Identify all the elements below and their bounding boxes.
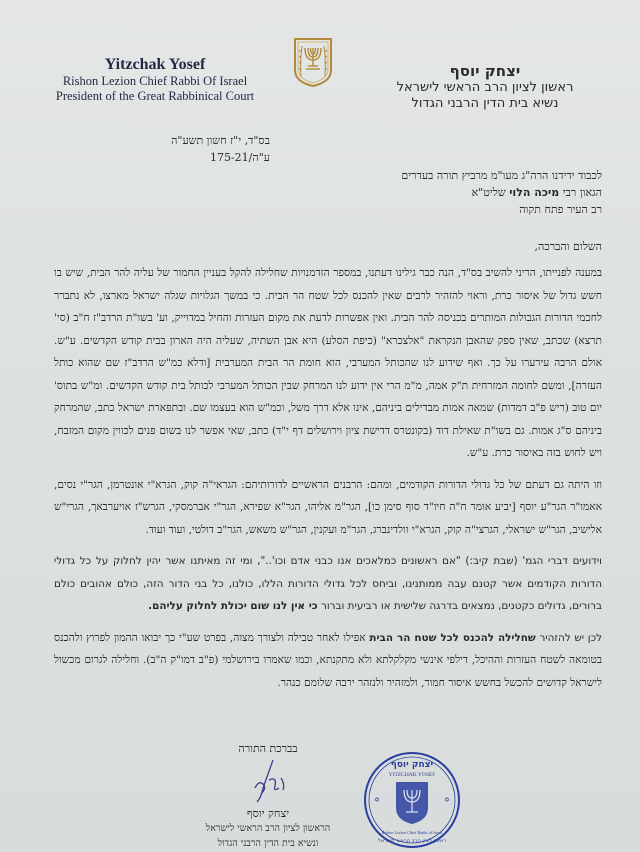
letterhead-hebrew-name: יצחק יוסף: [449, 62, 521, 80]
letterhead-hebrew: [360, 62, 610, 112]
greeting: השלום והברכה,: [534, 240, 602, 253]
handwritten-signature-icon: [233, 758, 303, 806]
letterhead-english: [40, 55, 270, 104]
stamp-star-left-icon: ✡: [374, 796, 380, 804]
signatory-title-2: ונשיא בית הדין הרבני הגדול: [217, 838, 319, 849]
stamp-star-right-icon: ✡: [444, 796, 450, 804]
stamp-english-title: Rishon Lezion Chief Rabbi of Israel: [381, 830, 443, 835]
menorah-emblem-icon: [292, 36, 334, 88]
letterhead-english-name: Yitzchak Yosef: [104, 56, 206, 73]
letter-body: [54, 262, 602, 703]
recipient-name: מיכה הלוי: [509, 186, 560, 199]
paragraph-4-text-b: אפילו לאחר טבילה ולצורך מצוה, בפרט שע"י כך יבואו ההמון לפרוץ ולהכנס בטומאה לשטח העזרות וההיכל, דילפי אינשי מקלקלתא ולא מתקנתא, וכמו שאמרו בירושלמי (פ"ב דמו"ק ה"ב). וחלילה לגרום מכשול לישראל קדושים להכשל בחשש איסור חמור, ולמזהיר ולנזהר ירבה שלומם כנהר.: [54, 631, 602, 689]
closing-blessing: בברכת התורה: [238, 742, 298, 755]
signatory-name: יצחק יוסף: [246, 807, 290, 820]
recipient-line-3: רב העיר פתח תקוה: [519, 203, 602, 216]
stamp-hebrew-name: יצחק יוסף: [390, 760, 434, 770]
stamp-hebrew-title: ראשון לציון הרב הראשי לישראל: [377, 838, 447, 844]
paragraph-1: במענה לפנייתו, הריני להשיב בס"ד, הנה כבר גילינו דעתנו, במספר הזדמנויות שחלילה להקל בעניין החמור של עליה להר הבית, שיש בו חשש גדול של איסור כרת, וראוי להזהיר לרבים שאין להכנס לכל שטח הר הבית. כי במשך הגלויות שגלה ישראל מארצו, לא נתברר לחכמי הדורות הגבולות המותרים בכניסה להר הבית. ואין אפשרות לדעת את מקום העזרות והחיל במדוייק, וע' בשו"ת הרדב"ז ח"ב (סי' תרצא) שכתב, שאין ספק שהאבן הנקראת "אלצכרא" (כיפת הסלע) היא אבן השתיה, שעליה היה הארון בבית קודש הקדשים. ע"ש. אולם הרבה עירערו על כך. ואף שידוע לנו שהכותל המערבי, הוא חומת הר הבית המערבית [ודלא כמ"ש הרדב"ז שם שהוא כותל העזרה], ומשם לחומה המזרחית ת"ק אמה, מ"מ הרי אין ידוע לנו המרחק שבין הכותל המערבי לכותל בית קודש הקדשים. ומ"ש בתוס' יום טוב (ריש פ"ב דמדות) שמאה אמות מבדילים ביניהם, אינו אלא דרך משל, וכמ"ש הוא בעצמו שם. ובתפארת ישראל כתב, שהמרחק ביניהם ס"ג אמות. גם בשו"ת שאילת דוד (בקונטרס דדישת ציון וירושלים דף י"ד) כתב, שאי אפשר לנו בשום פנים לכווין מקום המזבח, ויש לחוש בזה באיסור כרת. ע"ש.: [54, 267, 602, 459]
letterhead-hebrew-title: ראשון לציון הרב הראשי לישראל: [396, 80, 574, 95]
date-block: [70, 132, 270, 166]
letter-date: בס"ד, י"ז חשון תשע"ה: [171, 134, 270, 147]
letterhead-hebrew-subtitle: נשיא בית הדין הרבני הגדול: [411, 96, 559, 111]
stamp-english-name: YITZCHAK YOSEF: [388, 772, 436, 778]
letterhead-english-title: Rishon Lezion Chief Rabbi Of Israel: [62, 74, 248, 88]
recipient-block: [302, 167, 602, 218]
reference-number: ע"ה/175-21: [209, 151, 270, 164]
paragraph-3-bold: כי אין לנו שום יכולת לחלוק עליהם.: [148, 600, 318, 612]
paragraph-2: וזו היתה גם דעתם של כל גדולי הדורות הקודמים, ומהם: הרבנים הראשיים לדורותיהם: הגראי"ה קוק, הגרא"י אונטרמן, הגר"י נסים, אאמו"ר הגר"ע יוסף [יביע אומר ח"ה חיו"ד סוף סימן כו], הגר"מ אליהו, הגר"א שפירא, הגר"י אברמסקי, הגרש"ז אויערבאך, הגרי"ש אלישיב, הגר"ש ישראלי, הגרצי"ה קוק, הגרא"י וולדינברג, הגר"מ ועקנין, הגר"ש משאש, הגר"ב דולטי, ועוד ועוד.: [54, 478, 602, 536]
official-stamp-icon: [362, 750, 462, 850]
recipient-suffix: שליט"א: [471, 186, 506, 199]
paragraph-3-text: וידועים דברי הגמ' (שבת קיב:) "אם ראשונים כמלאכים אנו כבני אדם וכו'..", ומי זה מאיתנו אשר יהין לחלוק על כל גדולי הדורות הקודמים אשר קטנם עבה ממותנינו, וביחס לכל גדולי הדורות הללו, כולנו, כל בני הדור הזה, כולם אהובים כולם ברורים, גדולים כקטנים, נמצאים בדרגה שלישית או רביעית וברור: [54, 555, 602, 612]
signatory-title-1: הראשון לציון הרב הראשי לישראל: [205, 823, 331, 834]
paragraph-4-bold: שחלילה להכנס לכל שטח הר הבית: [369, 631, 536, 644]
letterhead-english-subtitle: President of the Great Rabbinical Court: [55, 89, 255, 103]
paragraph-4: [54, 627, 602, 695]
paragraph-3: [54, 550, 602, 618]
recipient-line-1: לכבוד ידידנו הרה"ג מעו"מ מרביץ תורה בעדרים: [401, 169, 602, 182]
paragraph-4-text-a: לכן יש להזהיר: [535, 631, 602, 644]
closing-block: [178, 740, 358, 851]
recipient-prefix: הגאון רבי: [562, 186, 602, 199]
recipient-line-2: [302, 184, 602, 201]
